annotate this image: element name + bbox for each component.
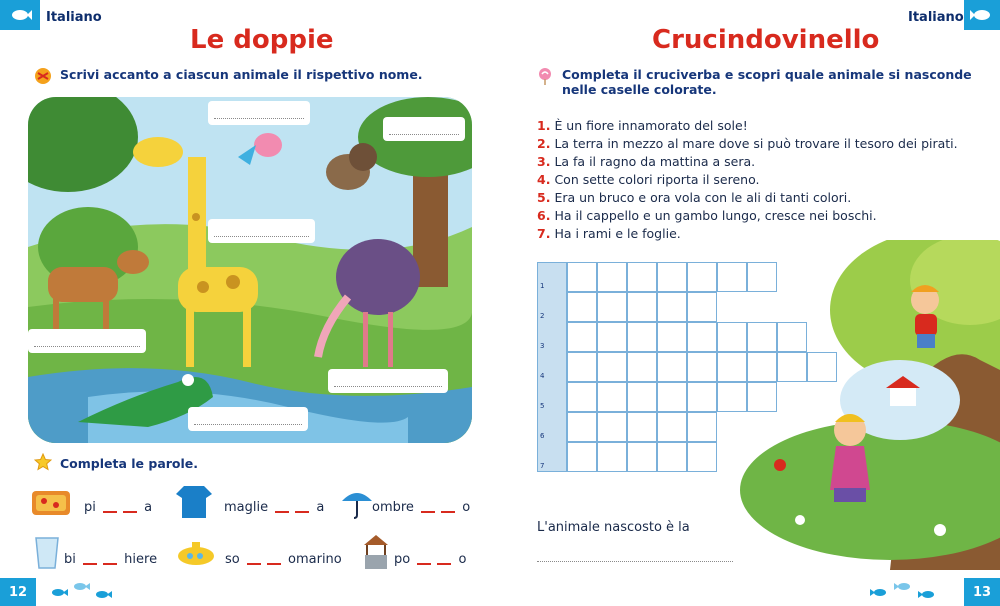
grid-cell[interactable] — [627, 322, 657, 352]
label-box-crocodile[interactable] — [188, 407, 308, 431]
instruction-names: Scrivi accanto a ciascun animale il rispettivo nome. — [60, 67, 423, 82]
word-ombrello: ombre o — [372, 500, 471, 515]
blank[interactable] — [103, 511, 117, 513]
children-tree-illustration — [740, 240, 1000, 570]
fish-icon — [870, 588, 888, 597]
hidden-animal-prompt: L'animale nascosto è la — [537, 520, 690, 535]
subject-label: Italiano — [46, 10, 102, 25]
subject-tab — [964, 0, 1000, 30]
grid-cell[interactable] — [657, 262, 687, 292]
grid-cell[interactable] — [687, 442, 717, 472]
grid-cell[interactable] — [597, 352, 627, 382]
answer-line[interactable] — [537, 560, 733, 562]
grid-cell[interactable] — [627, 382, 657, 412]
grid-cell[interactable] — [687, 262, 717, 292]
word-sottomarino: so omarino — [225, 552, 342, 567]
animal-scene — [28, 97, 472, 443]
blank[interactable] — [103, 563, 117, 565]
word-maglietta: maglie a — [224, 500, 325, 515]
grid-cell[interactable] — [597, 382, 627, 412]
row-number: 5 — [540, 402, 545, 410]
clue-item: 4. Con sette colori riporta il sereno. — [537, 172, 760, 187]
row-number: 4 — [540, 372, 545, 380]
instruction-words: Completa le parole. — [60, 456, 199, 471]
grid-cell[interactable] — [597, 412, 627, 442]
blank[interactable] — [295, 511, 309, 513]
clue-item: 6. Ha il cappello e un gambo lungo, cresce nei boschi. — [537, 208, 877, 223]
lollipop-icon — [536, 67, 554, 85]
shirt-icon — [174, 484, 214, 520]
blank[interactable] — [123, 511, 137, 513]
clue-item: 1. È un fiore innamorato del sole! — [537, 118, 748, 133]
label-box-parrot[interactable] — [208, 101, 310, 125]
grid-cell[interactable] — [597, 442, 627, 472]
row-number: 2 — [540, 312, 545, 320]
clue-item: 5. Era un bruco e ora vola con le ali di tanti colori. — [537, 190, 852, 205]
subject-tab — [0, 0, 40, 30]
grid-cell[interactable] — [597, 262, 627, 292]
page-title: Crucindovinello — [652, 25, 880, 55]
blank[interactable] — [421, 511, 435, 513]
blank[interactable] — [437, 563, 451, 565]
blank[interactable] — [275, 511, 289, 513]
label-box-monkey[interactable] — [383, 117, 465, 141]
word-pizza: pi a — [84, 500, 153, 515]
grid-cell[interactable] — [567, 352, 597, 382]
grid-cell[interactable] — [657, 352, 687, 382]
grid-cell[interactable] — [657, 412, 687, 442]
blank[interactable] — [247, 563, 261, 565]
grid-cell[interactable] — [687, 352, 717, 382]
grid-cell[interactable] — [627, 352, 657, 382]
grid-cell[interactable] — [567, 262, 597, 292]
label-box-giraffe[interactable] — [208, 219, 315, 243]
grid-cell[interactable] — [687, 292, 717, 322]
highlighted-column — [537, 262, 567, 472]
row-number: 6 — [540, 432, 545, 440]
clue-item: 2. La terra in mezzo al mare dove si può trovare il tesoro dei pirati. — [537, 136, 958, 151]
label-box-antelope[interactable] — [28, 329, 146, 353]
blank[interactable] — [441, 511, 455, 513]
page-number-left: 12 — [0, 578, 36, 606]
grid-cell[interactable] — [627, 412, 657, 442]
grid-cell[interactable] — [687, 322, 717, 352]
fish-icon — [94, 590, 112, 599]
label-box-ostrich[interactable] — [328, 369, 448, 393]
glass-icon — [34, 536, 60, 570]
grid-cell[interactable] — [657, 382, 687, 412]
fish-icon — [970, 8, 992, 22]
row-number: 7 — [540, 462, 545, 470]
blank[interactable] — [267, 563, 281, 565]
clue-item: 3. La fa il ragno da mattina a sera. — [537, 154, 756, 169]
fish-icon — [72, 582, 90, 591]
grid-cell[interactable] — [567, 412, 597, 442]
word-pozzo: po o — [394, 552, 467, 567]
star-icon — [34, 453, 52, 471]
grid-cell[interactable] — [627, 442, 657, 472]
page-number-right: 13 — [964, 578, 1000, 606]
grid-cell[interactable] — [687, 382, 717, 412]
grid-cell[interactable] — [567, 442, 597, 472]
blank[interactable] — [417, 563, 431, 565]
fish-icon — [918, 590, 936, 599]
grid-cell[interactable] — [627, 262, 657, 292]
blank[interactable] — [83, 563, 97, 565]
row-number: 1 — [540, 282, 545, 290]
page-title: Le doppie — [190, 25, 334, 55]
grid-cell[interactable] — [687, 412, 717, 442]
fish-icon — [10, 8, 32, 22]
grid-cell[interactable] — [627, 292, 657, 322]
grid-cell[interactable] — [567, 292, 597, 322]
subject-label: Italiano — [908, 10, 964, 25]
instruction-crossword: Completa il cruciverba e scopri quale animale si nasconde nelle caselle colorate. — [562, 67, 972, 97]
word-bicchiere: bi hiere — [64, 552, 158, 567]
right-page — [500, 0, 1000, 606]
grid-cell[interactable] — [657, 292, 687, 322]
fish-icon — [894, 582, 912, 591]
grid-cell[interactable] — [567, 322, 597, 352]
well-icon — [362, 533, 390, 571]
grid-cell[interactable] — [597, 292, 627, 322]
row-number: 3 — [540, 342, 545, 350]
grid-cell[interactable] — [657, 442, 687, 472]
umbrella-icon — [340, 485, 374, 519]
pizza-icon — [30, 487, 72, 519]
grid-cell[interactable] — [657, 322, 687, 352]
grid-cell[interactable] — [567, 382, 597, 412]
fish-icon — [50, 588, 68, 597]
submarine-icon — [174, 538, 218, 568]
grid-cell[interactable] — [597, 322, 627, 352]
clue-item: 7. Ha i rami e le foglie. — [537, 226, 681, 241]
badge-icon — [34, 67, 52, 85]
